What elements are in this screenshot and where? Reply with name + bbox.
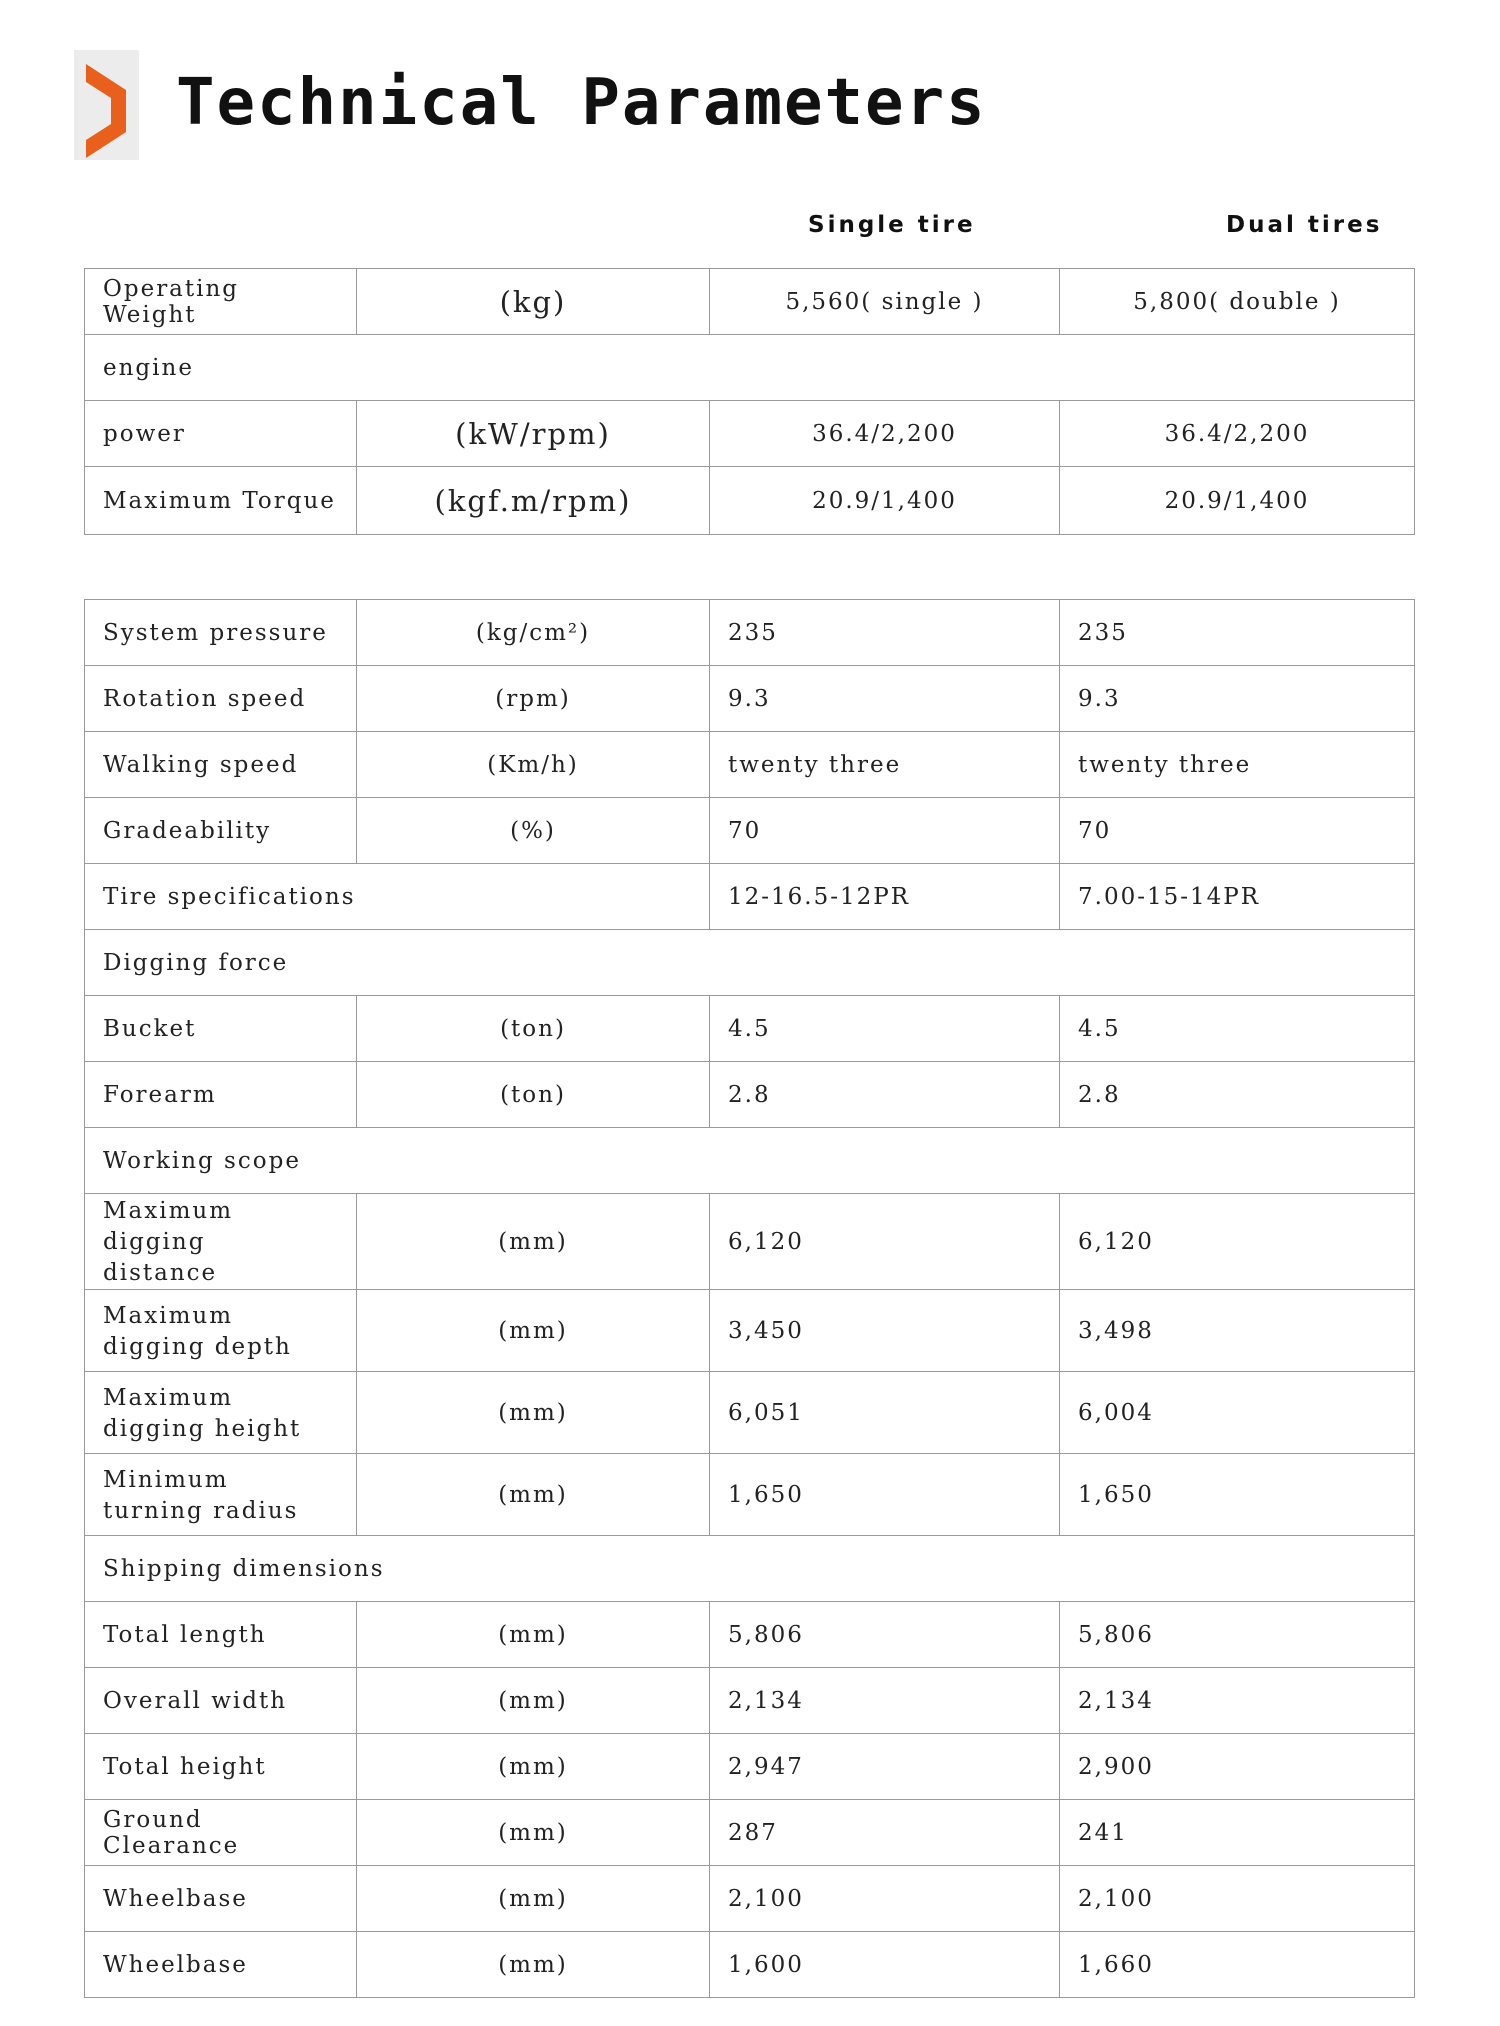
table-row	[85, 1194, 1415, 1290]
dual-tire-value: 2,900	[1060, 1734, 1415, 1800]
brand-logo-icon	[74, 50, 139, 160]
unit-label: (kg)	[357, 269, 710, 335]
dual-tire-value: 7.00-15-14PR	[1060, 864, 1415, 930]
table-row	[85, 732, 1415, 798]
single-tire-value: 9.3	[710, 666, 1060, 732]
table-row	[85, 600, 1415, 666]
unit-label: (mm)	[357, 1454, 710, 1536]
dual-tire-value: 1,650	[1060, 1454, 1415, 1536]
dual-tire-value: 2,100	[1060, 1866, 1415, 1932]
table-row	[85, 1932, 1415, 1998]
section-row	[85, 335, 1415, 401]
table-row	[85, 996, 1415, 1062]
section-row	[85, 930, 1415, 996]
dual-tire-value: 36.4/2,200	[1060, 401, 1415, 467]
dual-tire-value: twenty three	[1060, 732, 1415, 798]
single-tire-value: 70	[710, 798, 1060, 864]
parameter-label	[85, 1372, 357, 1454]
parameter-label: Maximum Torque	[85, 467, 357, 535]
single-tire-value: 2,100	[710, 1866, 1060, 1932]
section-label: Working scope	[85, 1128, 1415, 1194]
unit-label: (mm)	[357, 1800, 710, 1866]
parameter-label: Wheelbase	[85, 1866, 357, 1932]
dual-tire-value: 20.9/1,400	[1060, 467, 1415, 535]
table-row	[85, 1668, 1415, 1734]
dual-tire-value: 6,004	[1060, 1372, 1415, 1454]
unit-label: (mm)	[357, 1372, 710, 1454]
section-label: Shipping dimensions	[85, 1536, 1415, 1602]
unit-label: (mm)	[357, 1734, 710, 1800]
dual-tire-value: 70	[1060, 798, 1415, 864]
table-row	[85, 1800, 1415, 1866]
table-row	[85, 1866, 1415, 1932]
single-tire-value: 1,600	[710, 1932, 1060, 1998]
unit-label: (mm)	[357, 1866, 710, 1932]
single-tire-value: 1,650	[710, 1454, 1060, 1536]
dual-tire-value: 9.3	[1060, 666, 1415, 732]
single-tire-value: 287	[710, 1800, 1060, 1866]
section-row	[85, 1536, 1415, 1602]
table-row	[85, 864, 1415, 930]
section-row	[85, 1128, 1415, 1194]
single-tire-value: 5,560( single )	[710, 269, 1060, 335]
unit-label: (ton)	[357, 996, 710, 1062]
parameter-label: Bucket	[85, 996, 357, 1062]
parameter-label: Total length	[85, 1602, 357, 1668]
unit-label: (rpm)	[357, 666, 710, 732]
parameter-label-text: Minimum turning radius	[103, 1466, 299, 1524]
table-row	[85, 401, 1415, 467]
parameter-label: power	[85, 401, 357, 467]
parameter-label: Overall width	[85, 1668, 357, 1734]
section-label: Digging force	[85, 930, 1415, 996]
parameter-label-text: Maximum digging depth	[103, 1302, 292, 1360]
dual-tire-value: 6,120	[1060, 1194, 1415, 1290]
table-row	[85, 1372, 1415, 1454]
dual-tire-value: 235	[1060, 600, 1415, 666]
table-row	[85, 1454, 1415, 1536]
unit-label: (mm)	[357, 1668, 710, 1734]
single-tire-value: 20.9/1,400	[710, 467, 1060, 535]
parameter-label: Gradeability	[85, 798, 357, 864]
dual-tire-value: 5,800( double )	[1060, 269, 1415, 335]
parameter-label: Wheelbase	[85, 1932, 357, 1998]
unit-label: (ton)	[357, 1062, 710, 1128]
parameter-label	[85, 1290, 357, 1372]
unit-label: (mm)	[357, 1602, 710, 1668]
parameter-label-text: Maximum digging height	[103, 1384, 302, 1442]
table-row	[85, 1062, 1415, 1128]
single-tire-value: 6,051	[710, 1372, 1060, 1454]
table-row	[85, 798, 1415, 864]
single-tire-value: 4.5	[710, 996, 1060, 1062]
page-title: Technical Parameters	[176, 66, 987, 140]
table-row	[85, 1734, 1415, 1800]
unit-label: (kgf.m/rpm)	[357, 467, 710, 535]
dual-tire-value: 5,806	[1060, 1602, 1415, 1668]
dual-tire-value: 241	[1060, 1800, 1415, 1866]
single-tire-value: 5,806	[710, 1602, 1060, 1668]
unit-label: (mm)	[357, 1932, 710, 1998]
single-tire-value: 36.4/2,200	[710, 401, 1060, 467]
section-label: engine	[85, 335, 1415, 401]
parameter-label: Operating Weight	[85, 269, 357, 335]
parameter-label: Rotation speed	[85, 666, 357, 732]
table-row	[85, 1602, 1415, 1668]
parameter-label: Ground Clearance	[85, 1800, 357, 1866]
single-tire-value: 6,120	[710, 1194, 1060, 1290]
dual-tire-value: 3,498	[1060, 1290, 1415, 1372]
single-tire-value: 235	[710, 600, 1060, 666]
parameter-label	[85, 1194, 357, 1290]
parameter-label: Tire specifications	[85, 864, 710, 930]
parameter-label	[85, 1454, 357, 1536]
table-row	[85, 269, 1415, 335]
single-tire-value: 2,134	[710, 1668, 1060, 1734]
unit-label: (mm)	[357, 1194, 710, 1290]
table-row	[85, 666, 1415, 732]
column-header-single: Single tire	[808, 212, 976, 238]
unit-label: (mm)	[357, 1290, 710, 1372]
table-row	[85, 1290, 1415, 1372]
single-tire-value: 2,947	[710, 1734, 1060, 1800]
column-header-dual: Dual tires	[1226, 212, 1383, 238]
single-tire-value: 2.8	[710, 1062, 1060, 1128]
single-tire-value: twenty three	[710, 732, 1060, 798]
dual-tire-value: 4.5	[1060, 996, 1415, 1062]
single-tire-value: 3,450	[710, 1290, 1060, 1372]
performance-spec-table	[84, 599, 1415, 1998]
parameter-label: Total height	[85, 1734, 357, 1800]
single-tire-value: 12-16.5-12PR	[710, 864, 1060, 930]
dual-tire-value: 2.8	[1060, 1062, 1415, 1128]
unit-label: (kW/rpm)	[357, 401, 710, 467]
parameter-label: Walking speed	[85, 732, 357, 798]
parameter-label: System pressure	[85, 600, 357, 666]
unit-label: (kg/cm²)	[357, 600, 710, 666]
unit-label: (Km/h)	[357, 732, 710, 798]
table-row	[85, 467, 1415, 535]
parameter-label: Forearm	[85, 1062, 357, 1128]
engine-spec-table	[84, 268, 1415, 535]
dual-tire-value: 1,660	[1060, 1932, 1415, 1998]
parameter-label-text: Maximum digging distance	[103, 1198, 234, 1286]
unit-label: (%)	[357, 798, 710, 864]
dual-tire-value: 2,134	[1060, 1668, 1415, 1734]
